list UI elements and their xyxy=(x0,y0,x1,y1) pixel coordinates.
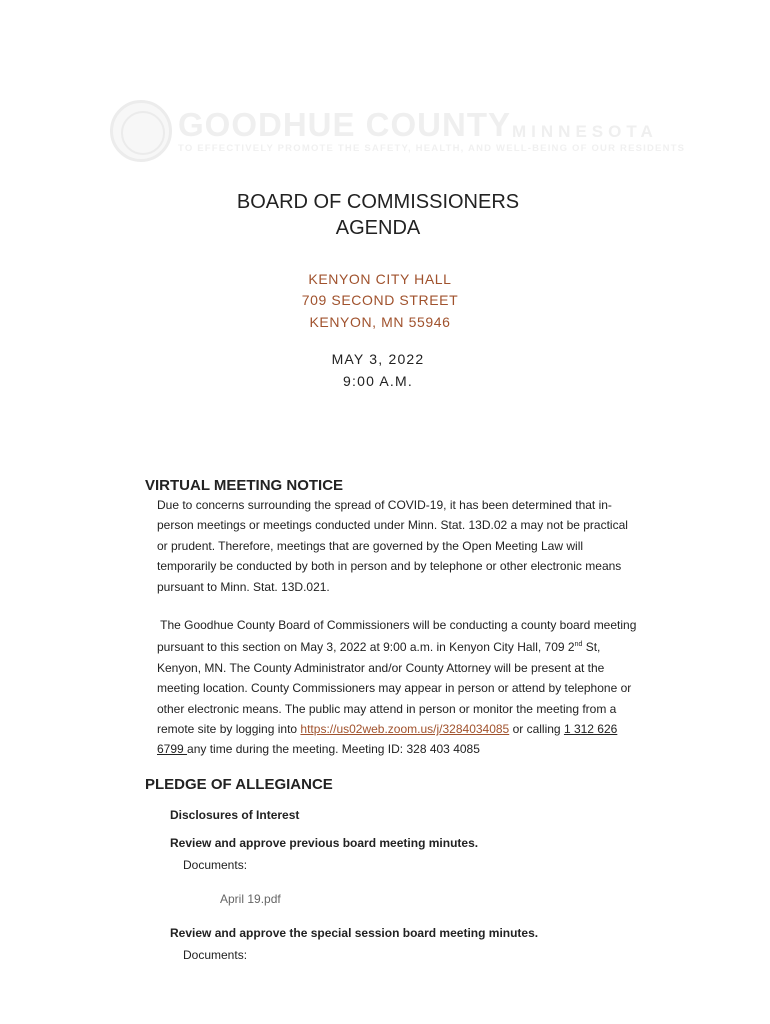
agenda-item-review-minutes: Review and approve previous board meeting minutes. xyxy=(170,836,479,850)
paragraph-text: remote site by logging into xyxy=(157,722,301,737)
paragraph-text: pursuant to this section on May 3, 2022 at 9:00 a.m. in Kenyon City Hall, 709 2 xyxy=(157,640,575,655)
meeting-time: 9:00 A.M. xyxy=(343,373,413,389)
watermark-tagline: TO EFFECTIVELY PROMOTE THE SAFETY, HEALTH, AND WELL-BEING OF OUR RESIDENTS xyxy=(178,143,686,154)
virtual-notice-paragraph-2 xyxy=(157,615,657,760)
watermark-state-name: MINNESOTA xyxy=(512,122,658,141)
paragraph-line: or prudent. Therefore, meetings that are governed by the Open Meeting Law will xyxy=(157,538,584,553)
paragraph-line: Due to concerns surrounding the spread of COVID-19, it has been determined that in- xyxy=(157,498,612,512)
paragraph-line: temporarily be conducted by both in person and by telephone or other electronic means xyxy=(157,559,622,574)
meeting-date: MAY 3, 2022 xyxy=(331,351,425,367)
paragraph-line: Kenyon, MN. The County Administrator and/or County Attorney will be present at the xyxy=(157,660,605,675)
paragraph-line xyxy=(157,635,657,657)
watermark-county-name: GOODHUE COUNTY xyxy=(178,106,512,143)
document-link-april-19[interactable]: April 19.pdf xyxy=(220,892,281,906)
paragraph-line: person meetings or meetings conducted under Minn. Stat. 13D.02 a may not be practical xyxy=(157,518,628,533)
paragraph-line: The Goodhue County Board of Commissioners will be conducting a county board meeting xyxy=(157,618,637,632)
paragraph-line: other electronic means. The public may attend in person or monitor the meeting from a xyxy=(157,701,617,716)
paragraph-text: any time during the meeting. Meeting ID: 328 403 4085 xyxy=(187,742,480,757)
location-city: KENYON, MN 55946 xyxy=(309,314,451,330)
paragraph-line: meeting location. County Commissioners may appear in person or attend by telephone or xyxy=(157,681,632,696)
paragraph-text: St, xyxy=(582,640,601,655)
documents-label: Documents: xyxy=(183,948,248,962)
ordinal-suffix: nd xyxy=(574,641,583,649)
location-street: 709 SECOND STREET xyxy=(301,292,459,308)
paragraph-line xyxy=(157,719,657,739)
phone-number-part-1[interactable]: 1 312 626 xyxy=(563,722,618,737)
agenda-item-review-special-minutes: Review and approve the special session board meeting minutes. xyxy=(170,926,539,940)
pledge-heading: PLEDGE OF ALLEGIANCE xyxy=(145,776,333,793)
page-title-line1: BOARD OF COMMISSIONERS xyxy=(236,191,520,213)
virtual-notice-paragraph-1 xyxy=(157,495,657,597)
documents-label: Documents: xyxy=(183,858,248,872)
paragraph-text: or calling xyxy=(509,722,564,737)
virtual-notice-heading: VIRTUAL MEETING NOTICE xyxy=(145,477,344,494)
county-seal-logo xyxy=(110,100,172,162)
zoom-meeting-link[interactable]: https://us02web.zoom.us/j/3284034085 xyxy=(300,722,510,737)
paragraph-line xyxy=(157,739,657,759)
location-name: KENYON CITY HALL xyxy=(308,271,452,287)
phone-number-part-2[interactable]: 6799 xyxy=(157,742,188,757)
page-title-line2: AGENDA xyxy=(335,217,421,239)
paragraph-line: pursuant to Minn. Stat. 13D.021. xyxy=(157,579,330,594)
agenda-item-disclosures: Disclosures of Interest xyxy=(170,808,300,822)
